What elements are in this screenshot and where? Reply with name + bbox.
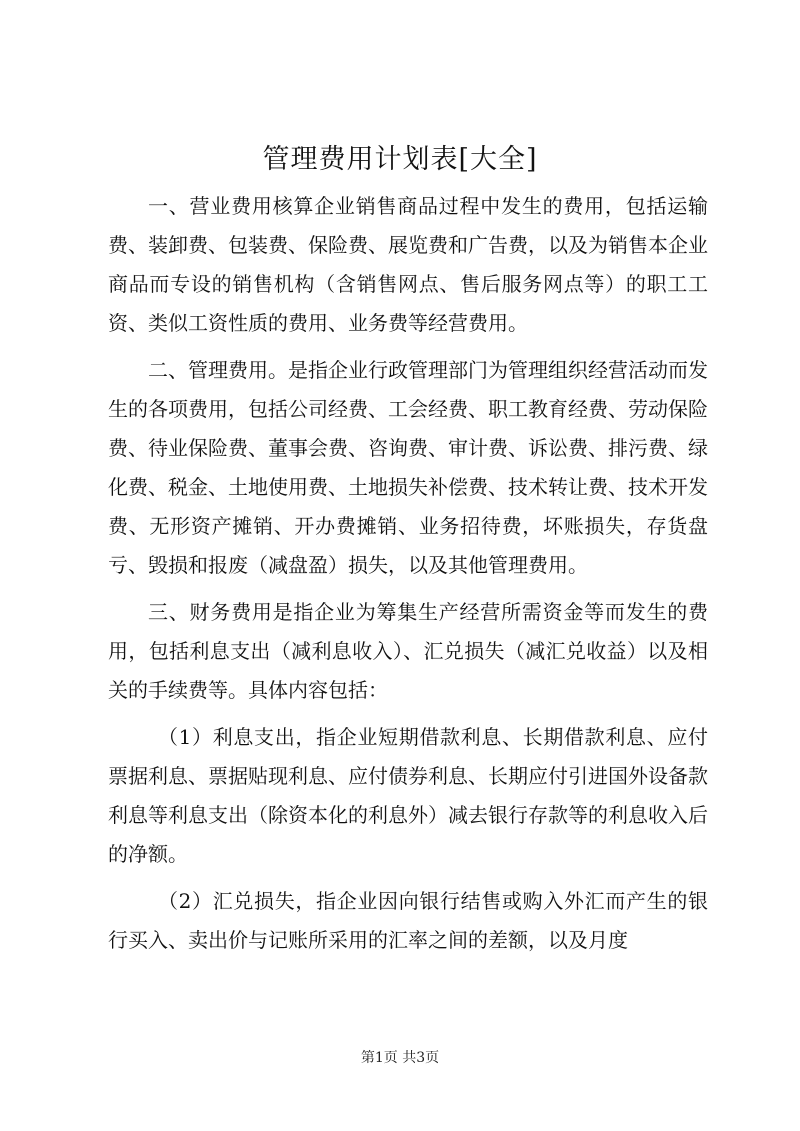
- paragraph-management-expenses: 二、管理费用。是指企业行政管理部门为管理组织经营活动而发生的各项费用，包括公司经费、工会经费、职工教育经费、劳动保险费、待业保险费、董事会费、咨询费、审计费、诉讼费、排污费、绿化费、税金、土地使用费、土地损失补偿费、技术转让费、技术开发费、无形资产摊销、开办费摊销、业务招待费，坏账损失，存货盘亏、毁损和报废（减盘盈）损失，以及其他管理费用。: [108, 358, 708, 577]
- paragraph-financial-expenses: 三、财务费用是指企业为筹集生产经营所需资金等而发生的费用，包括利息支出（减利息收入）、汇兑损失（减汇兑收益）以及相关的手续费等。具体内容包括：: [108, 600, 708, 702]
- document-body: [108, 187, 708, 968]
- paragraph-operating-expenses: 一、营业费用核算企业销售商品过程中发生的费用，包括运输费、装卸费、包装费、保险费、展览费和广告费，以及为销售本企业商品而专设的销售机构（含销售网点、售后服务网点等）的职工工资、类似工资性质的费用、业务费等经营费用。: [108, 194, 708, 335]
- page-number-footer: 第1页 共3页: [360, 1050, 440, 1066]
- document-title: 管理费用计划表[大全]: [262, 144, 538, 175]
- paragraph-interest-expense: （1）利息支出，指企业短期借款利息、长期借款利息、应付票据利息、票据贴现利息、应付债券利息、长期应付引进国外设备款利息等利息支出（除资本化的利息外）减去银行存款等的利息收入后的净额。: [108, 725, 708, 866]
- paragraph-exchange-loss: （2）汇兑损失，指企业因向银行结售或购入外汇而产生的银行买入、卖出价与记账所采用的汇率之间的差额，以及月度: [108, 889, 708, 952]
